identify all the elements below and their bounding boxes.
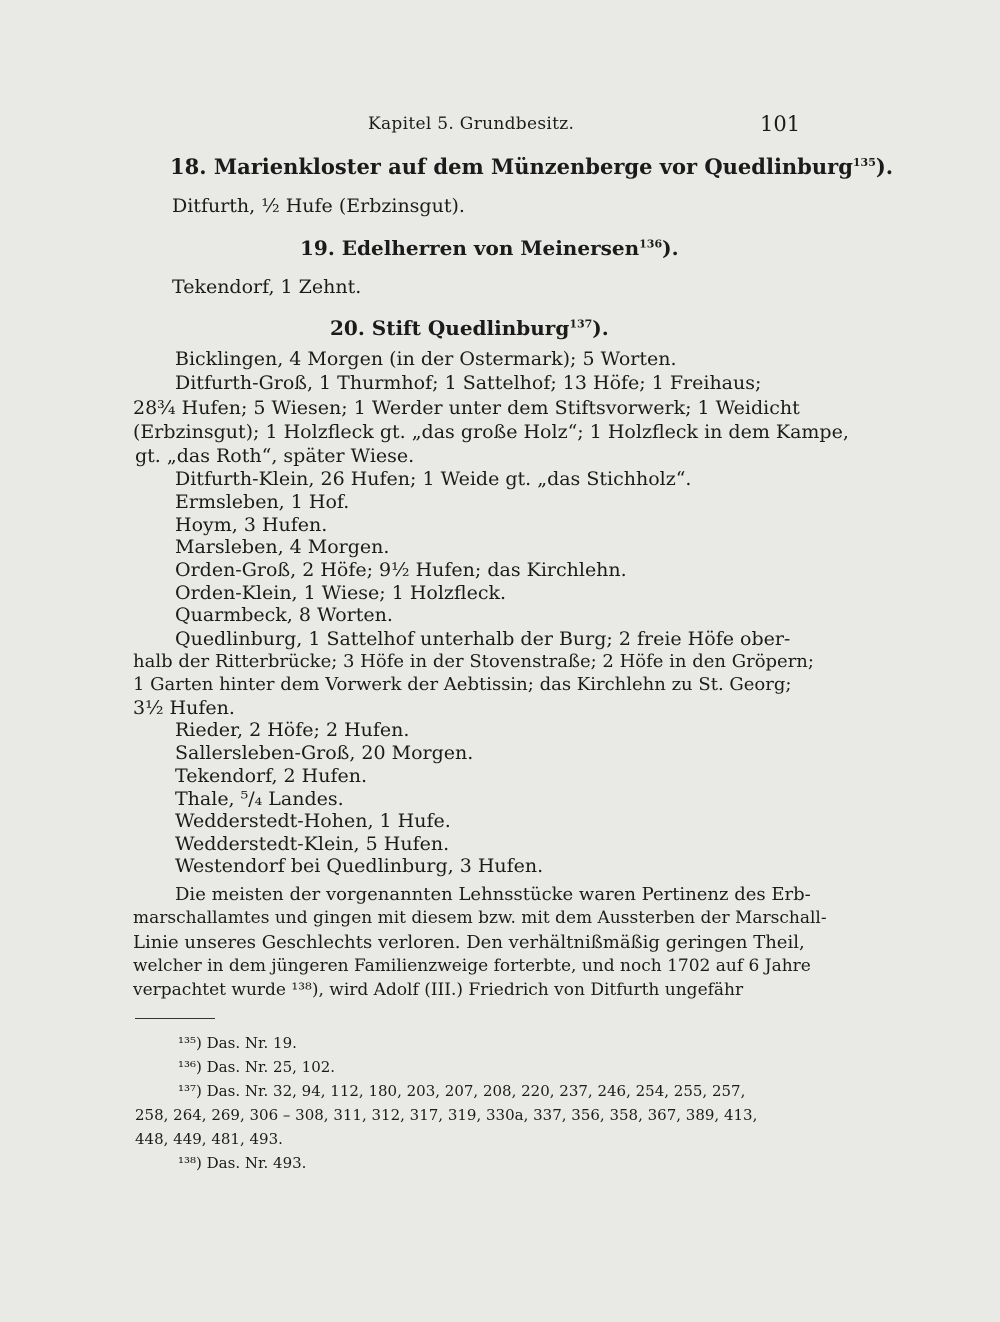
entry-line: Thale, ⁵/₄ Landes. — [175, 788, 344, 810]
entry-line: Orden-Groß, 2 Höfe; 9½ Hufen; das Kirchlehn. — [175, 559, 627, 581]
section-title: Marienkloster auf dem Münzenberge vor Quedlinburg — [213, 154, 853, 179]
entry-line: (Erbzinsgut); 1 Holzfleck gt. „das große Holz“; 1 Holzfleck in dem Kampe, — [133, 421, 849, 443]
paragraph-line: welcher in dem jüngeren Familienzweige forterbte, und noch 1702 auf 6 Jahre — [133, 956, 811, 976]
section-18-entry: Ditfurth, ½ Hufe (Erbzinsgut). — [172, 195, 465, 217]
entry-line: Westendorf bei Quedlinburg, 3 Hufen. — [175, 855, 544, 877]
entry-line: Wedderstedt-Hohen, 1 Hufe. — [175, 810, 451, 832]
entry-line: Ermsleben, 1 Hof. — [175, 491, 350, 513]
running-head: Kapitel 5. Grundbesitz. — [368, 114, 575, 134]
paragraph-line: marschallamtes und gingen mit diesem bzw. mit dem Aussterben der Marschall- — [133, 908, 827, 928]
entry-line: gt. „das Roth“, später Wiese. — [135, 445, 415, 467]
entry-line: 3½ Hufen. — [133, 697, 235, 719]
section-title: Edelherren von Meinersen — [341, 236, 640, 260]
section-title: Stift Quedlinburg — [371, 316, 570, 340]
entry-line: 1 Garten hinter dem Vorwerk der Aebtissin; das Kirchlehn zu St. Georg; — [133, 674, 792, 695]
footnote: ¹³⁸) Das. Nr. 493. — [178, 1154, 307, 1172]
paragraph-line: verpachtet wurde ¹³⁸), wird Adolf (III.) Friedrich von Ditfurth ungefähr — [133, 980, 744, 1000]
entry-line: 28¾ Hufen; 5 Wiesen; 1 Werder unter dem Stiftsvorwerk; 1 Weidicht — [133, 397, 800, 419]
section-number: 18. — [170, 154, 207, 179]
footnote-separator — [135, 1018, 215, 1019]
paragraph-line: Die meisten der vorgenannten Lehnsstücke waren Pertinenz des Erb- — [175, 884, 811, 905]
footnote-ref: 137 — [569, 317, 593, 331]
entry-line: Orden-Klein, 1 Wiese; 1 Holzfleck. — [175, 582, 507, 604]
footnote: ¹³⁵) Das. Nr. 19. — [178, 1034, 297, 1052]
section-19-entry: Tekendorf, 1 Zehnt. — [172, 276, 362, 298]
section-19-heading: 19. Edelherren von Meinersen$^{136}$). — [300, 236, 679, 260]
entry-line: Ditfurth-Groß, 1 Thurmhof; 1 Sattelhof; 13 Höfe; 1 Freihaus; — [175, 372, 762, 394]
paragraph-line: Linie unseres Geschlechts verloren. Den verhältnißmäßig geringen Theil, — [133, 932, 805, 953]
entry-line: Sallersleben-Groß, 20 Morgen. — [175, 742, 474, 764]
entry-line: Ditfurth-Klein, 26 Hufen; 1 Weide gt. „das Stichholz“. — [175, 468, 692, 490]
footnote-ref: 136 — [639, 237, 663, 251]
section-18-heading: 18. Marienkloster auf dem Münzenberge vor Quedlinburg$^{135}$). — [170, 154, 894, 179]
entry-line: Rieder, 2 Höfe; 2 Hufen. — [175, 719, 410, 741]
section-number: 19. — [300, 236, 335, 260]
footnote-ref: 135 — [852, 156, 876, 169]
entry-line: Marsleben, 4 Morgen. — [175, 536, 390, 558]
entry-line: halb der Ritterbrücke; 3 Höfe in der Stovenstraße; 2 Höfe in den Gröpern; — [133, 651, 814, 672]
footnote: ¹³⁷) Das. Nr. 32, 94, 112, 180, 203, 207, 208, 220, 237, 246, 254, 255, 257, — [178, 1082, 746, 1100]
footnote: ¹³⁶) Das. Nr. 25, 102. — [178, 1058, 336, 1076]
section-number: 20. — [330, 316, 365, 340]
footnote: 448, 449, 481, 493. — [135, 1130, 283, 1148]
page-number: 101 — [760, 112, 801, 136]
entry-line: Hoym, 3 Hufen. — [175, 514, 328, 536]
entry-line: Quedlinburg, 1 Sattelhof unterhalb der Burg; 2 freie Höfe ober- — [175, 628, 791, 650]
entry-line: Wedderstedt-Klein, 5 Hufen. — [175, 833, 450, 855]
section-20-heading: 20. Stift Quedlinburg$^{137}$). — [330, 316, 609, 340]
entry-line: Quarmbeck, 8 Worten. — [175, 604, 393, 626]
entry-line: Tekendorf, 2 Hufen. — [175, 765, 368, 787]
entry-line: Bicklingen, 4 Morgen (in der Ostermark); 5 Worten. — [175, 348, 677, 370]
footnote: 258, 264, 269, 306 – 308, 311, 312, 317, 319, 330a, 337, 356, 358, 367, 389, 413, — [135, 1106, 758, 1124]
